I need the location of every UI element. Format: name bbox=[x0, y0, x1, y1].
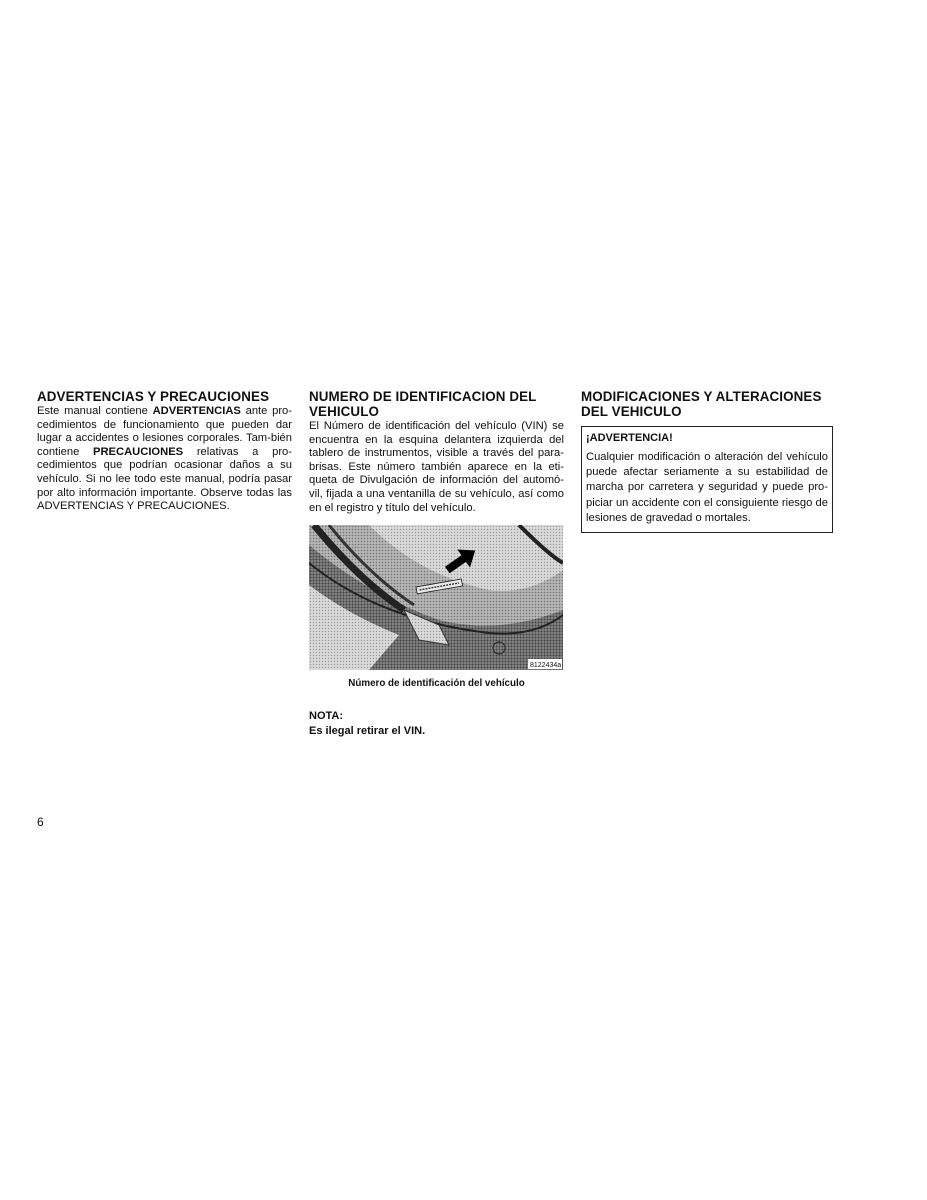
figure-caption: Número de identificación del vehículo bbox=[348, 678, 525, 690]
section-heading: MODIFICACIONES Y ALTERACIONES DEL VEHICULO bbox=[581, 389, 822, 419]
paragraph-text: ante pro-cedimientos de funcionamiento que pueden dar lugar a accidentes o lesiones corporales. Tam-bién contiene bbox=[37, 405, 293, 458]
note-label: NOTA: bbox=[309, 710, 344, 723]
figure-code-label: 8122434a bbox=[530, 662, 562, 670]
note-text: Es ilegal retirar el VIN. bbox=[309, 725, 426, 738]
bold-term-precautions: PRECAUCIONES bbox=[93, 445, 184, 458]
section-vin bbox=[309, 389, 564, 737]
section-paragraph bbox=[37, 405, 292, 514]
vin-location-figure bbox=[309, 525, 563, 670]
paragraph-text: relativas a pro-cedimientos que podrían ocasionar daños a su vehículo. Si no lee todo este manual, podría pasar por alto información importante. Observe todas las ADVERTENCIAS Y PRECAUCIONES. bbox=[37, 445, 292, 513]
section-heading: ADVERTENCIAS Y PRECAUCIONES bbox=[37, 389, 270, 404]
bold-term-warnings: ADVERTENCIAS bbox=[152, 405, 241, 417]
section-paragraph: El Número de identificación del vehículo (VIN) se encuentra en la esquina delantera izquierda del tablero de instrumentos, visible a través del para-brisas. Este número también aparece en la eti-queta de Divulgación de información del automó-vil, fijada a una ventanilla de su vehículo, así como en el registro y título del vehículo. bbox=[309, 420, 564, 514]
warning-title: ¡ADVERTENCIA! bbox=[586, 432, 673, 444]
page-number: 6 bbox=[37, 815, 44, 829]
warning-box bbox=[581, 426, 833, 533]
paragraph-text: Este manual contiene bbox=[37, 405, 153, 417]
warning-text: Cualquier modificación o alteración del vehículo puede afectar seriamente a su estabilidad de marcha por carretera y seguridad y puede pro-piciar un accidente con el consiguiente riesgo de lesiones de gravedad o mortales. bbox=[586, 451, 828, 524]
vin-location-illustration bbox=[309, 525, 563, 670]
section-modifications bbox=[581, 389, 836, 533]
section-heading: NUMERO DE IDENTIFICACION DEL VEHICULO bbox=[309, 389, 537, 419]
section-warnings-precautions bbox=[37, 389, 292, 514]
